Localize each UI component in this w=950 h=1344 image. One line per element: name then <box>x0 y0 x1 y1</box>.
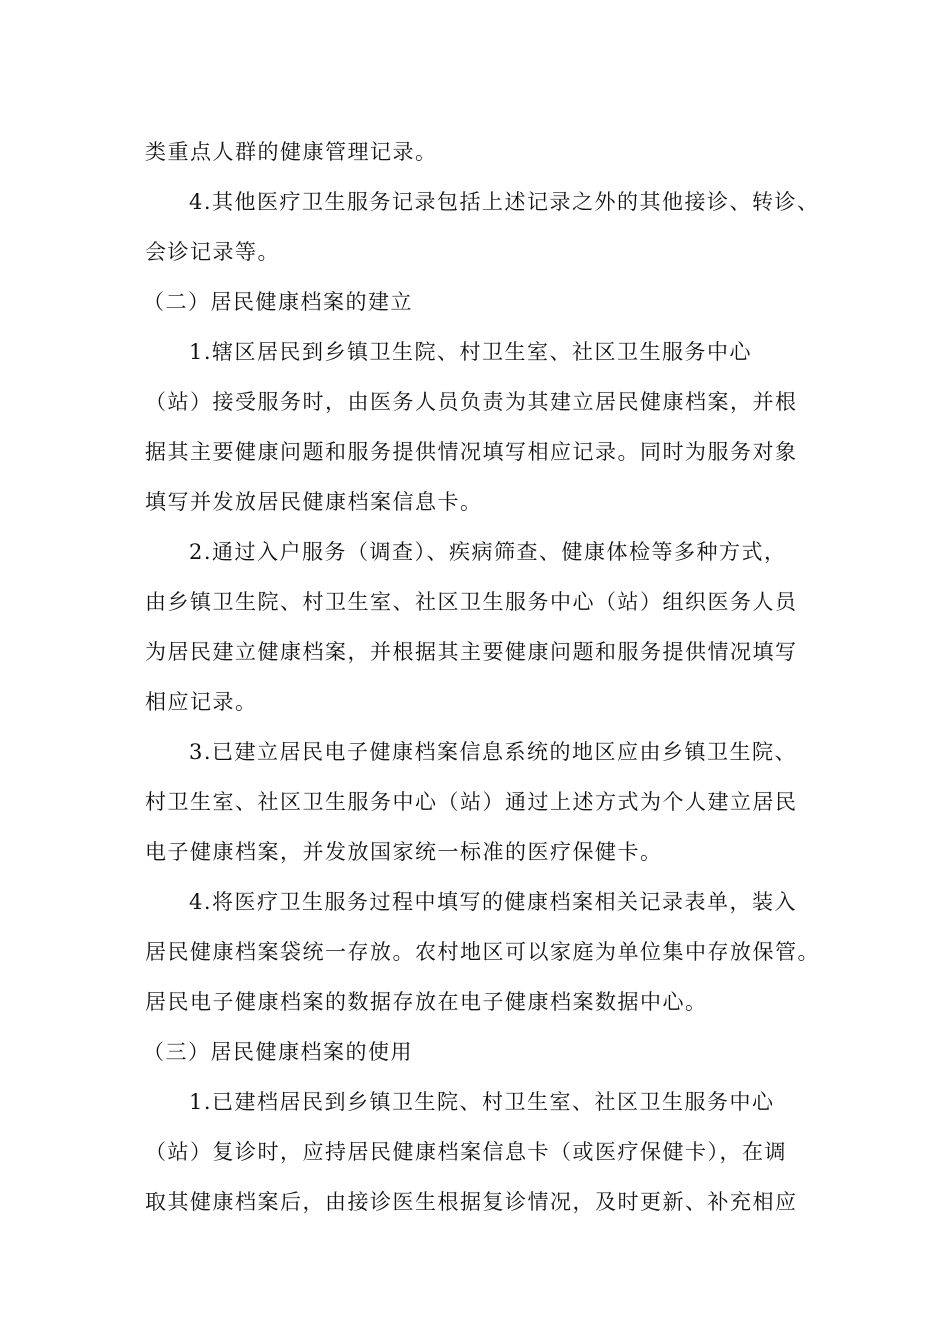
text-line: 1.已建档居民到乡镇卫生院、村卫生室、社区卫生服务中心 <box>189 1090 775 1114</box>
text-line: 2.通过入户服务（调查）、疾病筛查、健康体检等多种方式， <box>189 540 787 564</box>
text-line: 由乡镇卫生院、村卫生室、社区卫生服务中心（站）组织医务人员 <box>145 590 798 614</box>
text-line: 会诊记录等。 <box>145 240 280 264</box>
text-line: 据其主要健康问题和服务提供情况填写相应记录。同时为服务对象 <box>145 440 798 464</box>
text-line: 3.已建立居民电子健康档案信息系统的地区应由乡镇卫生院、 <box>189 740 798 764</box>
text-line: 村卫生室、社区卫生服务中心（站）通过上述方式为个人建立居民 <box>145 790 798 814</box>
text-line: 相应记录。 <box>145 690 258 714</box>
text-line: 居民电子健康档案的数据存放在电子健康档案数据中心。 <box>145 990 708 1014</box>
text-line: 填写并发放居民健康档案信息卡。 <box>145 490 483 514</box>
text-line: 居民健康档案袋统一存放。农村地区可以家庭为单位集中存放保管。 <box>145 940 820 964</box>
text-line: 4.其他医疗卫生服务记录包括上述记录之外的其他接诊、转诊、 <box>189 190 820 214</box>
text-line: （站）接受服务时，由医务人员负责为其建立居民健康档案，并根 <box>145 390 798 414</box>
text-line: （站）复诊时，应持居民健康档案信息卡（或医疗保健卡），在调 <box>145 1140 787 1164</box>
text-line: 4.将医疗卫生服务过程中填写的健康档案相关记录表单，装入 <box>189 890 798 914</box>
section-heading: （三）居民健康档案的使用 <box>143 1040 413 1064</box>
text-line: 电子健康档案，并发放国家统一标准的医疗保健卡。 <box>145 840 663 864</box>
text-line: 为居民建立健康档案，并根据其主要健康问题和服务提供情况填写 <box>145 640 798 664</box>
text-line: 1.辖区居民到乡镇卫生院、村卫生室、社区卫生服务中心 <box>189 340 753 364</box>
text-line: 取其健康档案后，由接诊医生根据复诊情况，及时更新、补充相应 <box>145 1190 798 1214</box>
text-line: 类重点人群的健康管理记录。 <box>145 140 438 164</box>
section-heading: （二）居民健康档案的建立 <box>143 290 413 314</box>
